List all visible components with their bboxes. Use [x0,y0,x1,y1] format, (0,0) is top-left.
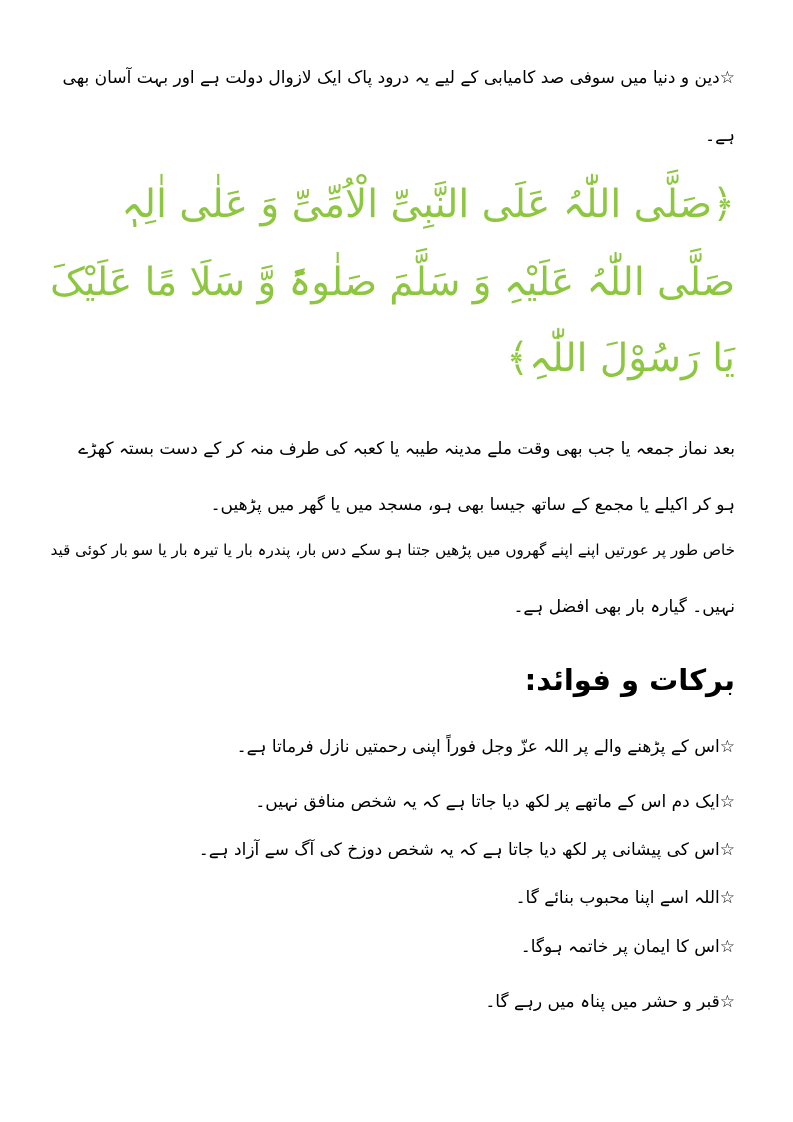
benefit-item-1: ☆اس کے پڑھنے والے پر اللہ عزّ وجل فوراً اپنی رحمتیں نازل فرماتا ہے۔ [236,737,735,757]
intro-line-1: ☆دین و دنیا میں سوفی صد کامیابی کے لیے یہ درود پاک ایک لازوال دولت ہے اور بہت آسان بھی [62,68,735,88]
benefit-item-3: ☆اس کی پیشانی پر لکھ دیا جاتا ہے کہ یہ شخص دوزخ کی آگ سے آزاد ہے۔ [198,840,735,860]
durood-line-2: صَلَّی اللّٰہُ عَلَیْہِ وَ سَلَّمَ صَلٰوۃً وَّ سَلَا مًا عَلَیْکَ [49,260,735,305]
instruction-line-1: بعد نماز جمعہ یا جب بھی وقت ملے مدینہ طیبہ یا کعبہ کی طرف منہ کر کے دست بستہ کھڑے [78,439,735,459]
instruction-line-2: ہو کر اکیلے یا مجمع کے ساتھ جیسا بھی ہو، مسجد میں یا گھر میں پڑھیں۔ [210,495,735,515]
durood-line-1: ﴿صَلَّی اللّٰہُ عَلَی النَّبِیِّ الْاُمِّیِّ وَ عَلٰی اٰلِہٖ [121,182,735,227]
benefit-item-2: ☆ایک دم اس کے ماتھے پر لکھ دیا جاتا ہے کہ یہ شخص منافق نہیں۔ [255,792,735,812]
durood-line-3: یَا رَسُوْلَ اللّٰہِ﴾ [506,336,735,381]
intro-line-2: ہے۔ [705,126,735,146]
benefits-heading: برکات و فوائد: [524,663,735,697]
benefit-item-4: ☆اللہ اسے اپنا محبوب بنائے گا۔ [515,888,735,908]
instruction-line-4: نہیں۔ گیارہ بار بھی افضل ہے۔ [513,597,735,617]
benefit-item-6: ☆قبر و حشر میں پناہ میں رہے گا۔ [485,992,735,1012]
benefit-item-5: ☆اس کا ایمان پر خاتمہ ہوگا۔ [520,937,735,957]
instruction-line-3: خاص طور پر عورتیں اپنے اپنے گھروں میں پڑھیں جتنا ہو سکے دس بار، پندرہ بار یا تیرہ بار یا سو بار کوئی قید [50,541,735,559]
